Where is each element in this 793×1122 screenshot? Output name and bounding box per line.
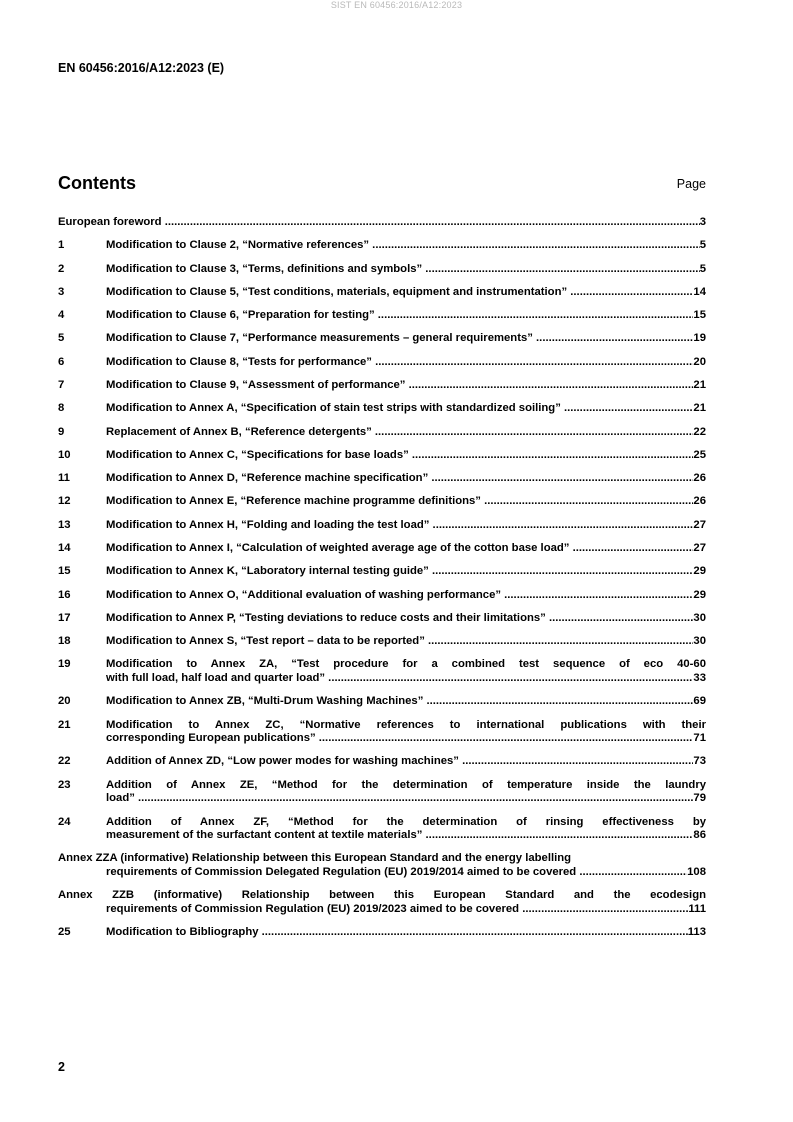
toc-number: 19 <box>58 658 71 671</box>
toc-entry-22[interactable] <box>58 755 706 769</box>
toc-number: 15 <box>58 565 71 578</box>
toc-page: 15 <box>693 309 706 322</box>
toc-page: 5 <box>699 239 706 252</box>
toc-title: Replacement of Annex B, “Reference detergents” ..... <box>106 426 693 440</box>
toc-page: 25 <box>693 448 706 461</box>
toc-entry-8[interactable] <box>58 402 706 416</box>
toc-page: 21 <box>693 402 706 415</box>
toc-number: 11 <box>58 472 70 485</box>
toc-entry-1[interactable] <box>58 239 706 253</box>
toc-number: 16 <box>58 588 71 601</box>
toc-entry-20[interactable] <box>58 695 706 709</box>
toc-number: 24 <box>58 815 71 828</box>
page-number: 2 <box>58 1060 65 1074</box>
toc-entry-25[interactable] <box>58 926 706 940</box>
toc-title: Modification to Clause 7, “Performance measurements – general requirements” ..... <box>106 332 693 346</box>
toc-title-line2: corresponding European publications” ..... <box>106 732 693 746</box>
toc-number: 2 <box>58 262 65 275</box>
toc-title: Modification to Clause 5, “Test conditions, materials, equipment and instrumentation” ..... <box>106 286 693 300</box>
toc-title-line2: requirements of Commission Delegated Regulation (EU) 2019/2014 aimed to be covered ..... <box>106 866 687 880</box>
toc-page: 73 <box>693 755 706 768</box>
toc-entry-16[interactable] <box>58 589 706 603</box>
toc-entry-5[interactable] <box>58 332 706 346</box>
toc-number: 10 <box>58 448 71 461</box>
toc-page: 69 <box>693 695 706 708</box>
toc-number: 13 <box>58 518 71 531</box>
toc-page: 27 <box>693 541 706 554</box>
toc-title: Modification to Annex P, “Testing deviations to reduce costs and their limitations” ..... <box>106 612 693 626</box>
toc-title-line2: requirements of Commission Regulation (EU) 2019/2023 aimed to be covered ..... <box>106 903 688 917</box>
toc-page: 19 <box>693 332 706 345</box>
toc-page: 5 <box>699 262 706 275</box>
toc-number: 8 <box>58 402 65 415</box>
toc-number: 21 <box>58 718 71 731</box>
toc-title: Modification to Annex E, “Reference machine programme definitions” ..... <box>106 495 693 509</box>
toc-page: 26 <box>693 495 706 508</box>
toc-title: Modification to Clause 3, “Terms, definitions and symbols” ..... <box>106 263 700 277</box>
toc-page: 111 <box>688 902 706 915</box>
toc-number: 12 <box>58 495 71 508</box>
toc-page: 30 <box>693 635 706 648</box>
toc-number: 5 <box>58 332 65 345</box>
toc-title: Modification to Annex ZB, “Multi-Drum Washing Machines” ..... <box>106 695 693 709</box>
toc-entry-21[interactable] <box>58 719 706 746</box>
contents-heading: Contents <box>58 173 136 193</box>
toc-number: 3 <box>58 285 65 298</box>
toc-page: 113 <box>687 926 706 939</box>
toc-title: Modification to Annex C, “Specifications for base loads” ..... <box>106 449 693 463</box>
toc-title-line1: Addition of Annex ZE, “Method for the determination of temperature inside the laundry <box>106 778 706 791</box>
toc-title-line2: measurement of the surfactant content at textile materials” ..... <box>106 829 693 843</box>
toc-entry-6[interactable] <box>58 356 706 370</box>
toc-title-line1: Annex ZZA (informative) Relationship between this European Standard and the energy labelling <box>58 852 572 865</box>
toc-entry-13[interactable] <box>58 519 706 533</box>
toc-page: 30 <box>693 611 706 624</box>
toc-number: 6 <box>58 355 65 368</box>
toc-page: 71 <box>693 732 706 745</box>
toc-page: 79 <box>693 792 706 805</box>
toc-page: 33 <box>693 671 706 684</box>
toc-entry-12[interactable] <box>58 495 706 509</box>
toc-entry-annex-zza[interactable] <box>58 852 706 879</box>
toc-title-line2: load” ..... <box>106 792 693 806</box>
toc-page: 27 <box>693 518 706 531</box>
toc-number: 23 <box>58 778 71 791</box>
toc-entry-10[interactable] <box>58 449 706 463</box>
toc-title: Modification to Clause 8, “Tests for performance” ..... <box>106 356 693 370</box>
toc-entry-11[interactable] <box>58 472 706 486</box>
page-column-label: Page <box>676 177 706 191</box>
toc-title-line2: with full load, half load and quarter load” ..... <box>106 672 693 686</box>
toc-page: 3 <box>699 216 706 228</box>
toc-number: 4 <box>58 309 65 322</box>
toc-number: 7 <box>58 378 65 391</box>
toc-title: Modification to Annex A, “Specification of stain test strips with standardized soiling” ..... <box>106 402 693 416</box>
toc-entry-annex-zzb[interactable] <box>58 889 706 916</box>
toc-title: European foreword ..... <box>58 216 700 230</box>
toc-page: 29 <box>693 588 706 601</box>
toc-title: Modification to Clause 2, “Normative references” ..... <box>106 239 700 253</box>
toc-number: 1 <box>58 239 65 252</box>
toc-entry-24[interactable] <box>58 816 706 843</box>
toc-title-line1: Addition of Annex ZF, “Method for the determination of rinsing effectiveness by <box>106 815 706 828</box>
toc-page: 22 <box>693 425 706 438</box>
toc-number: 20 <box>58 695 71 708</box>
toc-title: Modification to Annex D, “Reference machine specification” ..... <box>106 472 693 486</box>
toc-number: 22 <box>58 755 71 768</box>
toc-page: 86 <box>693 829 706 842</box>
table-of-contents <box>58 216 706 940</box>
toc-entry-23[interactable] <box>58 779 706 806</box>
toc-page: 26 <box>693 472 706 485</box>
toc-page: 29 <box>693 565 706 578</box>
toc-page: 108 <box>687 866 706 878</box>
toc-title: Addition of Annex ZD, “Low power modes for washing machines” ..... <box>106 755 693 769</box>
toc-title: Modification to Clause 6, “Preparation for testing” ..... <box>106 309 693 323</box>
document-identifier: EN 60456:2016/A12:2023 (E) <box>58 61 225 75</box>
toc-entry-foreword[interactable] <box>58 216 706 230</box>
toc-entry-2[interactable] <box>58 263 706 277</box>
toc-title: Modification to Annex H, “Folding and loading the test load” ..... <box>106 519 693 533</box>
toc-title: Modification to Bibliography ..... <box>106 926 688 940</box>
toc-number: 14 <box>58 541 71 554</box>
toc-title: Modification to Clause 9, “Assessment of performance” ..... <box>106 379 693 393</box>
toc-page: 20 <box>693 355 706 368</box>
toc-title-line1: Modification to Annex ZC, “Normative references to international publications with their <box>106 718 706 731</box>
toc-number: 9 <box>58 425 65 438</box>
toc-entry-14[interactable] <box>58 542 706 556</box>
watermark: SIST EN 60456:2016/A12:2023 <box>330 0 463 10</box>
toc-page: 21 <box>693 378 706 391</box>
toc-title: Modification to Annex S, “Test report – data to be reported” ..... <box>106 635 693 649</box>
toc-title: Modification to Annex I, “Calculation of weighted average age of the cotton base load” ..... <box>106 542 693 556</box>
toc-entry-4[interactable] <box>58 309 706 323</box>
toc-entry-9[interactable] <box>58 426 706 440</box>
toc-entry-18[interactable] <box>58 635 706 649</box>
toc-entry-15[interactable] <box>58 565 706 579</box>
toc-title: Modification to Annex O, “Additional evaluation of washing performance” ..... <box>106 589 693 603</box>
toc-title-line1: Modification to Annex ZA, “Test procedure for a combined test sequence of eco 40-60 <box>106 658 706 671</box>
toc-number: 25 <box>58 926 71 939</box>
toc-entry-17[interactable] <box>58 612 706 626</box>
toc-page: 14 <box>693 285 706 298</box>
toc-entry-3[interactable] <box>58 286 706 300</box>
toc-entry-7[interactable] <box>58 379 706 393</box>
toc-number: 17 <box>58 611 71 624</box>
toc-title: Modification to Annex K, “Laboratory internal testing guide” ..... <box>106 565 693 579</box>
toc-title-line1: Annex ZZB (informative) Relationship between this European Standard and the ecodesign <box>58 889 706 902</box>
toc-entry-19[interactable] <box>58 658 706 685</box>
toc-number: 18 <box>58 635 71 648</box>
